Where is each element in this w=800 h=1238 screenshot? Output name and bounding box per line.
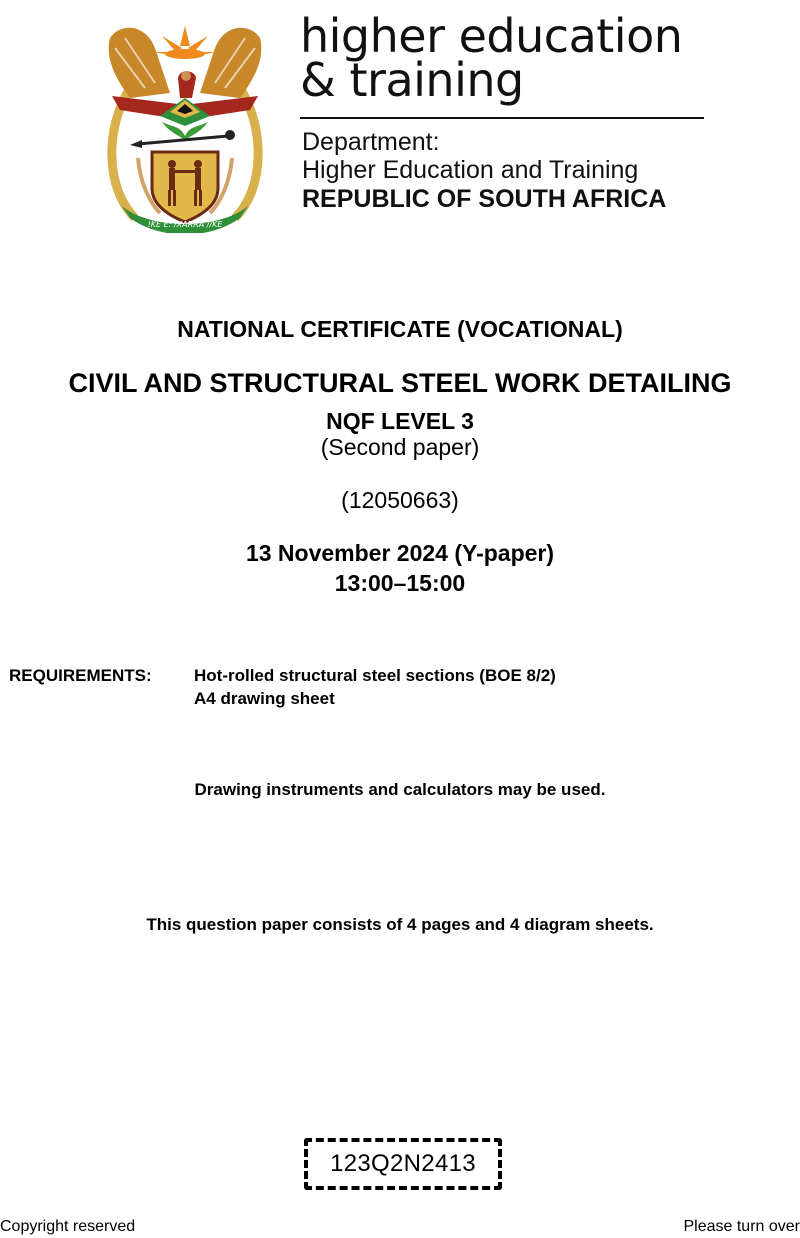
subject-code: (12050663) — [341, 487, 459, 513]
brand-divider — [300, 117, 704, 119]
brand-line-2: & training — [300, 53, 524, 107]
paper-label: (Second paper) — [320, 434, 480, 460]
coat-of-arms-icon — [100, 18, 270, 233]
department-label: Department: — [302, 128, 440, 156]
department-name: Higher Education and Training — [302, 156, 639, 184]
country-name: REPUBLIC OF SOUTH AFRICA — [302, 185, 667, 213]
certificate-title: NATIONAL CERTIFICATE (VOCATIONAL) — [177, 316, 623, 342]
document-code: 123Q2N2413 — [330, 1150, 476, 1177]
requirements-label: REQUIREMENTS: — [9, 666, 152, 685]
page-count-text: This question paper consists of 4 pages and 4 diagram sheets. — [146, 915, 654, 934]
exam-time: 13:00–15:00 — [334, 570, 466, 596]
coat-of-arms-logo — [100, 18, 270, 233]
exam-date: 13 November 2024 (Y-paper) — [245, 540, 555, 566]
document-code-box — [304, 1138, 502, 1190]
brand-line-1: higher education — [300, 9, 683, 63]
footer-copyright: Copyright reserved — [0, 1218, 136, 1235]
requirement-item: A4 drawing sheet — [194, 689, 335, 708]
instructions-text: Drawing instruments and calculators may be used. — [194, 780, 606, 799]
nqf-level: NQF LEVEL 3 — [326, 408, 474, 434]
requirement-item: Hot-rolled structural steel sections (BOE 8/2) — [194, 666, 556, 685]
subject-title: CIVIL AND STRUCTURAL STEEL WORK DETAILING — [68, 368, 732, 398]
svg-text:!KE E: /XARRA //KE: !KE E: /XARRA //KE — [147, 220, 223, 229]
footer-turn-over: Please turn over — [683, 1218, 800, 1235]
